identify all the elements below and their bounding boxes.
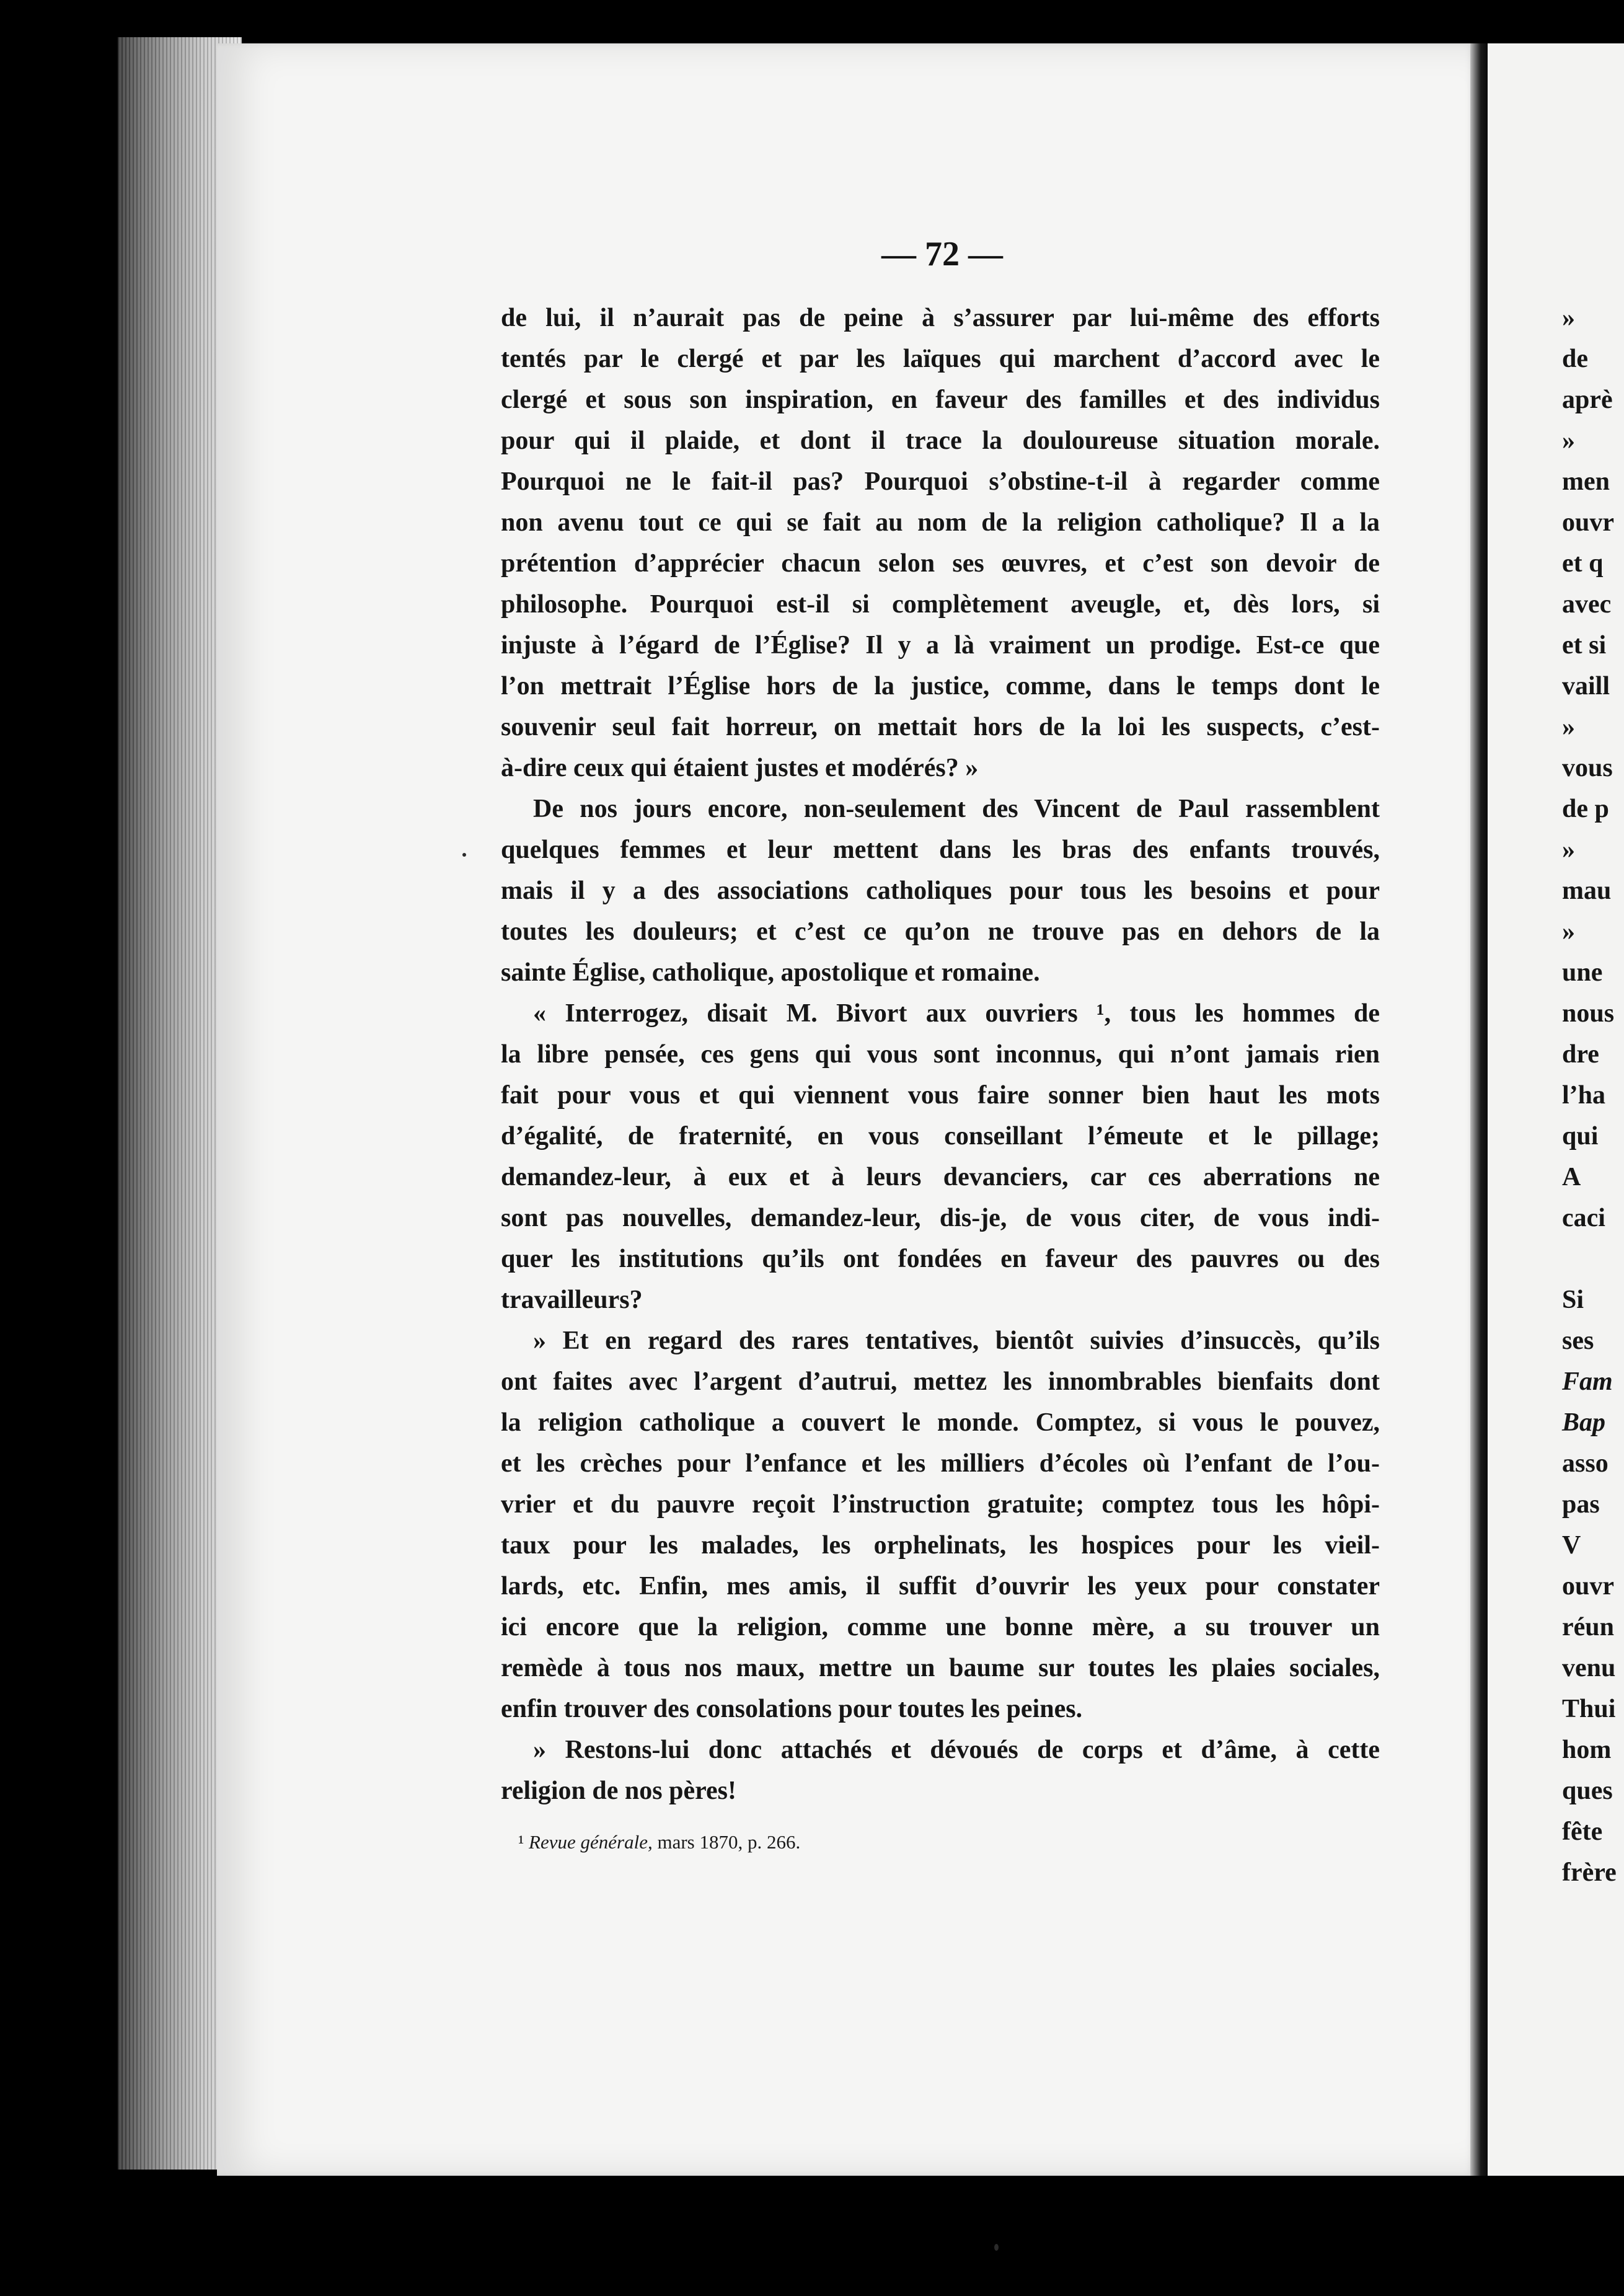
text-line: souvenir seul fait horreur, on mettait hors de la loi les suspects, c’est- [501, 713, 1380, 741]
text-line: sont pas nouvelles, demandez-leur, dis-je, de vous citer, de vous indi- [501, 1204, 1380, 1232]
right-fragment: nous [1562, 999, 1615, 1028]
body-text [501, 298, 1380, 1811]
text-line: ont faites avec l’argent d’autrui, mettez les innombrables bienfaits dont [501, 1367, 1380, 1396]
footnote-source: Revue générale, [529, 1831, 653, 1853]
right-fragment: dre [1562, 1040, 1599, 1069]
right-fragment: pas [1562, 1490, 1600, 1519]
paragraph-quote-end [501, 298, 1380, 788]
text-line: philosophe. Pourquoi est-il si complètement aveugle, et, dès lors, si [501, 590, 1380, 619]
right-fragment: fête [1562, 1817, 1603, 1846]
text-line: fait pour vous et qui viennent vous faire sonner bien haut les mots [501, 1081, 1380, 1110]
text-line: la libre pensée, ces gens qui vous sont inconnus, qui n’ont jamais rien [501, 1040, 1380, 1069]
right-fragment: mau [1562, 876, 1612, 905]
right-fragment: » [1562, 917, 1575, 946]
right-fragment: V [1562, 1531, 1581, 1560]
footnote-detail: mars 1870, p. 266. [652, 1831, 801, 1853]
text-line: demandez-leur, à eux et à leurs devanciers, car ces aberrations ne [501, 1163, 1380, 1191]
text-line: tentés par le clergé et par les laïques qui marchent d’accord avec le [501, 345, 1380, 373]
right-fragment: qui [1562, 1122, 1599, 1150]
text-line: religion de nos pères! [501, 1777, 736, 1805]
right-fragment [1562, 1239, 1624, 1279]
book-gutter [1470, 43, 1488, 2176]
text-line: prétention d’apprécier chacun selon ses œuvres, et c’est son devoir de [501, 549, 1380, 578]
right-fragment: réun [1562, 1613, 1614, 1641]
right-fragment: et q [1562, 549, 1604, 578]
text-line: quer les institutions qu’ils ont fondées en faveur des pauvres ou des [501, 1245, 1380, 1273]
text-line: mais il y a des associations catholiques pour tous les besoins et pour [501, 876, 1380, 905]
text-line: lards, etc. Enfin, mes amis, il suffit d’ouvrir les yeux pour constater [501, 1572, 1380, 1601]
right-fragment: ses [1562, 1327, 1594, 1355]
right-fragment: de p [1562, 795, 1609, 823]
text-line: De nos jours encore, non-seulement des Vincent de Paul rassemblent [533, 795, 1380, 823]
text-line: clergé et sous son inspiration, en faveur des familles et des individus [501, 386, 1380, 414]
footnote [518, 1831, 1200, 1853]
text-line: quelques femmes et leur mettent dans les bras des enfants trouvés, [501, 836, 1380, 864]
scan-speck [994, 2244, 999, 2251]
right-fragment: Bap [1562, 1408, 1606, 1437]
right-fragment: ouvr [1562, 1572, 1614, 1601]
text-line: Pourquoi ne le fait-il pas? Pourquoi s’obstine-t-il à regarder comme [501, 467, 1380, 496]
right-fragment: frère [1562, 1858, 1617, 1887]
text-line: l’on mettrait l’Église hors de la justice, comme, dans le temps dont le [501, 672, 1380, 700]
text-line: « Interrogez, disait M. Bivort aux ouvriers ¹, tous les hommes de [533, 999, 1380, 1028]
paragraph-associations [501, 788, 1380, 993]
text-line: taux pour les malades, les orphelinats, les hospices pour les vieil- [501, 1531, 1380, 1560]
right-fragment: » [1562, 836, 1575, 864]
right-fragment: ques [1562, 1777, 1613, 1805]
right-fragment: hom [1562, 1736, 1612, 1764]
right-fragment: ouvr [1562, 508, 1614, 537]
text-line: » Et en regard des rares tentatives, bientôt suivies d’insuccès, qu’ils [533, 1327, 1380, 1355]
right-page-text [1562, 298, 1624, 1893]
page-number: — 72 — [881, 235, 1003, 273]
text-line: travailleurs? [501, 1286, 643, 1314]
right-fragment: de [1562, 345, 1588, 373]
text-line: pour qui il plaide, et dont il trace la douloureuse situation morale. [501, 426, 1380, 455]
text-line: remède à tous nos maux, mettre un baume sur toutes les plaies sociales, [501, 1654, 1380, 1682]
right-fragment: une [1562, 958, 1603, 987]
right-fragment: avec [1562, 590, 1612, 619]
right-fragment: Thui [1562, 1695, 1616, 1723]
text-line: non avenu tout ce qui se fait au nom de la religion catholique? Il a la [501, 508, 1380, 537]
text-line: de lui, il n’aurait pas de peine à s’assurer par lui-même des efforts [501, 304, 1380, 332]
right-fragment: aprè [1562, 386, 1613, 414]
text-line: la religion catholique a couvert le monde. Comptez, si vous le pouvez, [501, 1408, 1380, 1437]
right-fragment: asso [1562, 1449, 1609, 1478]
paragraph-closing [501, 1729, 1380, 1811]
text-line: injuste à l’égard de l’Église? Il y a là vraiment un prodige. Est-ce que [501, 631, 1380, 660]
paragraph-bivort [501, 993, 1380, 1320]
text-line: toutes les douleurs; et c’est ce qu’on ne trouve pas en dehors de la [501, 917, 1380, 946]
right-fragment: vous [1562, 754, 1613, 782]
right-fragment: » [1562, 713, 1575, 741]
right-fragment: et si [1562, 631, 1607, 660]
right-fragment: A [1562, 1163, 1581, 1191]
text-line: sainte Église, catholique, apostolique et romaine. [501, 958, 1040, 987]
right-fragment: l’ha [1562, 1081, 1606, 1110]
text-line: à-dire ceux qui étaient justes et modérés? » [501, 754, 979, 782]
text-line: » Restons-lui donc attachés et dévoués de corps et d’âme, à cette [533, 1736, 1380, 1764]
right-fragment: » [1562, 426, 1575, 455]
paragraph-tentatives [501, 1320, 1380, 1729]
text-line: enfin trouver des consolations pour toutes les peines. [501, 1695, 1083, 1723]
right-fragment: vaill [1562, 672, 1610, 700]
right-fragment: Fam [1562, 1367, 1613, 1396]
footnote-marker: ¹ [518, 1831, 524, 1853]
right-fragment: Si [1562, 1286, 1584, 1314]
scan-speck [462, 853, 466, 857]
text-line: vrier et du pauvre reçoit l’instruction gratuite; comptez tous les hôpi- [501, 1490, 1380, 1519]
text-line: d’égalité, de fraternité, en vous conseillant l’émeute et le pillage; [501, 1122, 1380, 1150]
text-line: ici encore que la religion, comme une bonne mère, a su trouver un [501, 1613, 1380, 1641]
right-fragment: men [1562, 467, 1610, 496]
text-line: et les crèches pour l’enfance et les milliers d’écoles où l’enfant de l’ou- [501, 1449, 1380, 1478]
right-fragment: venu [1562, 1654, 1616, 1682]
right-fragment: » [1562, 304, 1575, 332]
right-fragment: caci [1562, 1204, 1605, 1232]
